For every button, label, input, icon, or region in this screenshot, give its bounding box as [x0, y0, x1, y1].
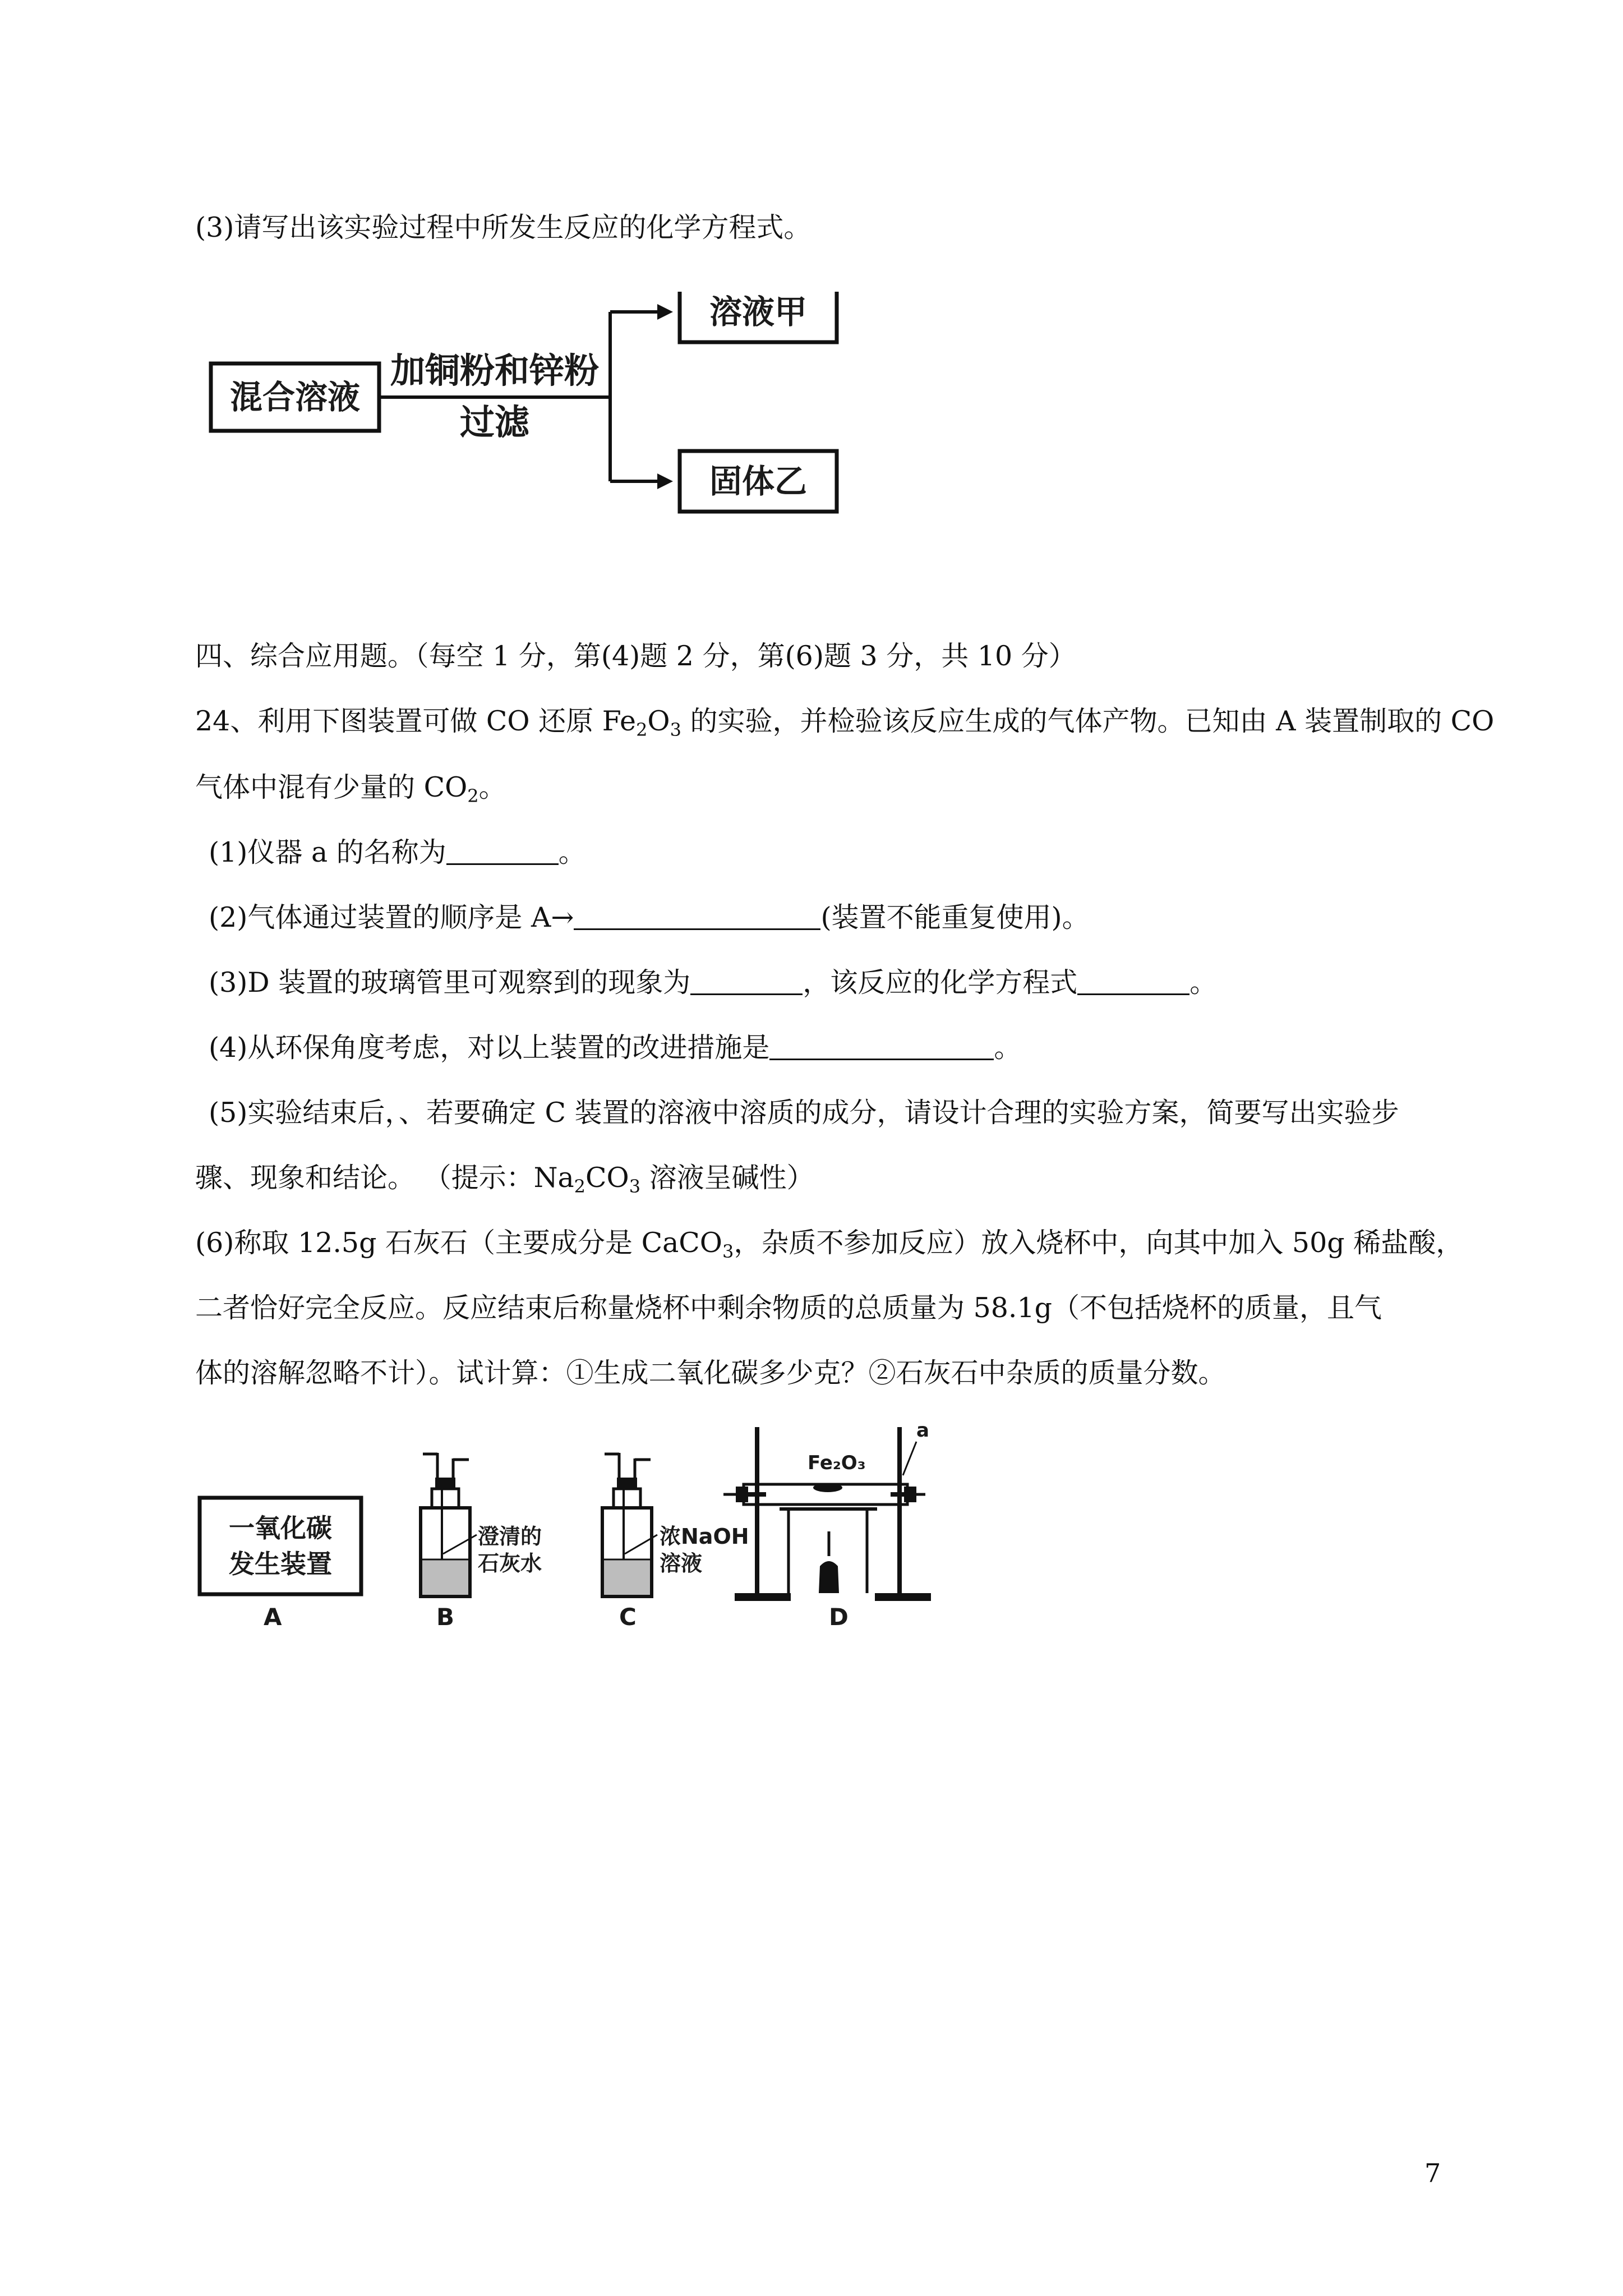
bottle-b — [421, 1453, 477, 1596]
q24-part3: (3)D 装置的玻璃管里可观察到的现象为 ，该反应的化学方程式 。 — [209, 967, 1218, 999]
q24-part1: (1)仪器 a 的名称为 。 — [209, 836, 586, 868]
apparatus-b-text-1: 澄清的 — [478, 1524, 542, 1549]
flow-result-bottom-label: 固体乙 — [709, 462, 807, 500]
flow-operation-top-label: 加铜粉和锌粉 — [390, 350, 599, 391]
bottle-c — [602, 1453, 657, 1596]
flow-operation-bottom-label: 过滤 — [459, 402, 529, 443]
page-number: 7 — [1424, 2158, 1441, 2188]
apparatus-label-c: C — [619, 1603, 637, 1631]
answer-blank-3a[interactable] — [690, 969, 803, 995]
q24-part5-line1: (5)实验结束后，、若要确定 C 装置的溶液中溶质的成分，请设计合理的实验方案，简要写出实验步 — [209, 1097, 1399, 1129]
answer-blank-3b[interactable] — [1077, 969, 1189, 995]
apparatus-label-d: D — [829, 1603, 849, 1631]
answer-blank-2[interactable] — [574, 904, 820, 930]
apparatus-a-text-2: 发生装置 — [229, 1549, 332, 1579]
apparatus-c-text-2: 溶液 — [660, 1551, 703, 1576]
q24-part6-line3: 体的溶解忽略不计）。试计算：①生成二氧化碳多少克？②石灰石中杂质的质量分数。 — [195, 1357, 1226, 1389]
q24-intro-line1: 24、利用下图装置可做 CO 还原 $Fe_2O_3$ 的实验，并检验该反应生成的气体产物。已知由 A 装置制取的 CO — [195, 705, 1495, 740]
q24-part6-line2: 二者恰好完全反应。反应结束后称量烧杯中剩余物质的总质量为 58.1g（不包括烧杯的质量，且气 — [195, 1292, 1382, 1324]
flow-diagram — [209, 292, 854, 527]
q24-part2: (2)气体通过装置的顺序是 A→ (装置不能重复使用)。 — [209, 901, 1090, 933]
q23-part3-text: (3)请写出该实验过程中所发生反应的化学方程式。 — [195, 211, 811, 243]
apparatus-a-text-1: 一氧化碳 — [229, 1513, 332, 1543]
apparatus-label-b: B — [436, 1603, 455, 1631]
q24-intro-line2: 气体中混有少量的 $CO_2$。 — [195, 771, 506, 807]
answer-blank-4[interactable] — [769, 1034, 994, 1060]
apparatus-figure — [196, 1419, 948, 1632]
apparatus-d-marker-a: a — [916, 1419, 929, 1442]
section-heading: 四、综合应用题。（每空 1 分，第(4)题 2 分，第(6)题 3 分，共 10 分） — [195, 640, 1076, 672]
apparatus-c-text-1: 浓NaOH — [660, 1524, 749, 1549]
q24-part6-line1: (6)称取 12.5g 石灰石（主要成分是 CaCO$_3$，杂质不参加反应）放入烧杯中，向其中加入 50g 稀盐酸， — [195, 1227, 1464, 1262]
q24-part5-line2: 骤、现象和结论。 （提示：$Na_2CO_3$ 溶液呈碱性） — [195, 1162, 814, 1197]
q24-part4: (4)从环保角度考虑，对以上装置的改进措施是 。 — [209, 1032, 1022, 1064]
apparatus-label-a: A — [264, 1603, 282, 1631]
flow-start-label: 混合溶液 — [229, 378, 360, 416]
apparatus-d-reagent: Fe₂O₃ — [808, 1452, 866, 1474]
answer-blank-1[interactable] — [446, 839, 559, 865]
flow-result-top-label: 溶液甲 — [709, 293, 807, 331]
apparatus-b-text-2: 石灰水 — [478, 1551, 542, 1576]
